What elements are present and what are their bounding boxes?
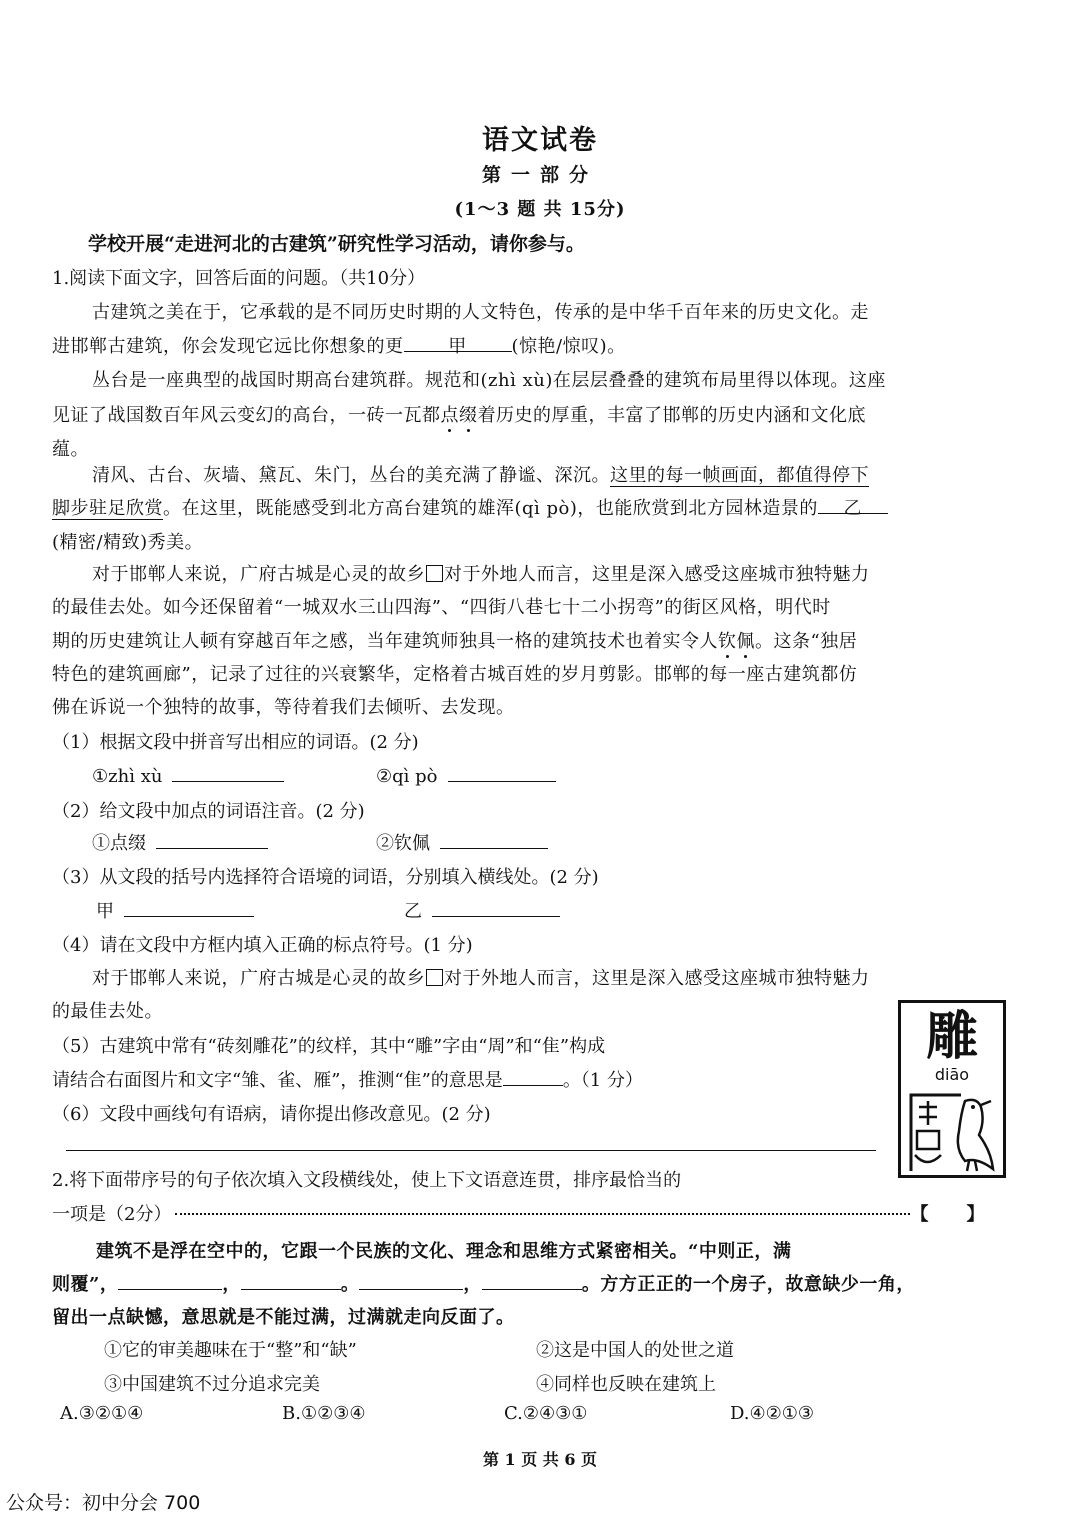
subq3-prompt: （3）从文段的括号内选择符合语境的词语，分别填入横线处。(2 分) bbox=[52, 867, 599, 888]
subq5-line2-text: 请结合右面图片和文字“雏、雀、雁”，推测“隹”的意思是 bbox=[52, 1070, 503, 1091]
q2-choice-a[interactable]: A.③②①④ bbox=[60, 1403, 144, 1424]
blank-yi: 乙 bbox=[818, 494, 888, 514]
dotted-char-dian: 点 bbox=[440, 405, 459, 426]
p4-line2: 的最佳去处。如今还保留着“一城双水三山四海”、“四街八巷七十二小拐弯”的街区风格，明代时 bbox=[52, 597, 831, 618]
figure-pinyin: diāo bbox=[934, 1065, 970, 1084]
q2-sep-3: ， bbox=[463, 1274, 482, 1295]
dotted-char-qin: 钦 bbox=[718, 631, 737, 652]
p4-line4: 特色的建筑画廊”，记录了过往的兴衰繁华，定格着古城百姓的岁月剪影。邯郸的每一座古建筑都仿 bbox=[52, 664, 858, 685]
q2-sep-1: ， bbox=[222, 1274, 241, 1295]
subq3-a-blank[interactable] bbox=[124, 897, 254, 917]
subq3-answers bbox=[96, 897, 254, 923]
p4-line3-rest: 。这条“独居 bbox=[755, 631, 858, 652]
p2-line3: 蕴。 bbox=[52, 439, 89, 460]
p3-line2 bbox=[52, 494, 888, 520]
ancient-bird-glyph-icon bbox=[907, 1091, 997, 1173]
q2-bracket-right: 】 bbox=[966, 1204, 985, 1225]
subq5-blank[interactable] bbox=[503, 1066, 563, 1086]
subq1-a-blank[interactable] bbox=[172, 762, 284, 782]
q2-sep-2: 。 bbox=[340, 1274, 360, 1295]
p1-line1: 古建筑之美在于，它承载的是不同历史时期的人文特色，传承的是中华千百年来的历史文化。走 bbox=[92, 302, 869, 323]
figure-character: 雕 bbox=[925, 1006, 978, 1067]
subq2-a-blank[interactable] bbox=[156, 829, 268, 849]
subq3-b-label: 乙 bbox=[404, 901, 422, 922]
q2-blank-4 bbox=[482, 1270, 582, 1290]
p1-line2-text: 进邯郸古建筑，你会发现它远比你想象的更 bbox=[52, 336, 404, 357]
subq4-line1-rest: 对于外地人而言，这里是深入感受这座城市独特魅力 bbox=[444, 968, 870, 989]
part-heading: 第一部分 bbox=[481, 164, 598, 186]
subq2-prompt: （2）给文段中加点的词语注音。(2 分) bbox=[52, 801, 365, 822]
subq6-prompt: （6）文段中画线句有语病，请你提出修改意见。(2 分) bbox=[52, 1104, 491, 1125]
q2-line1: 2.将下面带序号的句子依次填入文段横线处，使上下文语意连贯，排序最恰当的 bbox=[52, 1170, 682, 1191]
q2-blank-2 bbox=[241, 1270, 341, 1290]
q2-blank-1 bbox=[118, 1270, 222, 1290]
q2-passage-line1: 建筑不是浮在空中的，它跟一个民族的文化、理念和思维方式紧密相关。“中则正，满 bbox=[96, 1241, 792, 1262]
q2-passage-rest: 。方方正正的一个房子，故意缺少一角， bbox=[581, 1274, 915, 1295]
q2-score: 一项是（2分） bbox=[52, 1204, 172, 1225]
subq4-prompt: （4）请在文段中方框内填入正确的标点符号。(1 分) bbox=[52, 935, 473, 956]
punctuation-box bbox=[426, 565, 443, 582]
p4-line1-rest: 对于外地人而言，这里是深入感受这座城市独特魅力 bbox=[444, 564, 870, 585]
p3-line1-text: 清风、古台、灰墙、黛瓦、朱门，丛台的美充满了静谧、深沉。 bbox=[92, 465, 610, 486]
underlined-sentence-part2: 脚步驻足欣赏 bbox=[52, 498, 163, 519]
q2-option-1: ①它的审美趣味在于“整”和“缺” bbox=[104, 1340, 357, 1361]
q2-option-3: ③中国建筑不过分追求完美 bbox=[104, 1374, 320, 1395]
subq1-b-label: ②qì pò bbox=[376, 765, 438, 787]
dotted-char-zhui: 缀 bbox=[459, 405, 478, 426]
subq3-answers-b bbox=[404, 897, 560, 923]
subq3-b-blank[interactable] bbox=[432, 897, 560, 917]
q2-passage-text: 则覆”， bbox=[52, 1274, 119, 1295]
q2-passage-line3: 留出一点缺憾，意思就是不能过满，过满就走向反面了。 bbox=[52, 1307, 515, 1328]
subq1-a-label: ①zhì xù bbox=[92, 765, 163, 787]
blank-jia: 甲 bbox=[404, 332, 512, 352]
q1-heading: 1.阅读下面文字，回答后面的问题。（共10分） bbox=[52, 268, 426, 289]
p2-line1: 丛台是一座典型的战国时期高台建筑群。规范和(zhì xù)在层层叠叠的建筑布局里得以体现。这座 bbox=[92, 370, 886, 391]
q2-leader-dots bbox=[175, 1213, 910, 1215]
p2-line2 bbox=[52, 401, 866, 427]
page-number: 第 1 页 共 6 页 bbox=[482, 1450, 598, 1469]
subq2-answers-b bbox=[376, 829, 548, 855]
subq2-answers bbox=[92, 829, 268, 855]
p2-line2-text: 见证了战国数百年风云变幻的高台，一砖一瓦都 bbox=[52, 405, 441, 426]
subq2-b-label: ②钦佩 bbox=[376, 833, 430, 854]
subq5-line2-score: 。（1 分） bbox=[562, 1070, 643, 1091]
diao-character-figure bbox=[898, 1000, 1006, 1178]
subq2-b-blank[interactable] bbox=[440, 829, 548, 849]
page-title: 语文试卷 bbox=[482, 125, 598, 156]
p4-line3 bbox=[52, 627, 857, 653]
subq3-a-label: 甲 bbox=[96, 901, 114, 922]
q2-option-4: ④同样也反映在建筑上 bbox=[536, 1374, 716, 1395]
p1-line2 bbox=[52, 332, 626, 358]
p3-line3: (精密/精致)秀美。 bbox=[52, 532, 204, 553]
p3-line2-text: 。在这里，既能感受到北方高台建筑的雄浑(qì pò)，也能欣赏到北方园林造景的 bbox=[163, 498, 818, 519]
q2-option-2: ②这是中国人的处世之道 bbox=[536, 1340, 734, 1361]
subq5-line2 bbox=[52, 1066, 643, 1092]
subq2-a-label: ①点缀 bbox=[92, 833, 146, 854]
q2-passage-line2 bbox=[52, 1270, 915, 1296]
watermark-text: 公众号：初中分会 700 bbox=[6, 1492, 201, 1514]
subq5-line1: （5）古建筑中常有“砖刻雕花”的纹样，其中“雕”字由“周”和“隹”构成 bbox=[52, 1036, 606, 1057]
p2-line2-rest: 着历史的厚重，丰富了邯郸的历史内涵和文化底 bbox=[477, 405, 866, 426]
subq1-prompt: （1）根据文段中拼音写出相应的词语。(2 分) bbox=[52, 732, 419, 753]
punctuation-box-answer[interactable] bbox=[426, 969, 443, 986]
p4-line3-text: 期的历史建筑让人顿有穿越百年之感，当年建筑师独具一格的建筑技术也着实令人 bbox=[52, 631, 718, 652]
p3-line1 bbox=[92, 461, 869, 487]
p4-line1-text: 对于邯郸人来说，广府古城是心灵的故乡 bbox=[92, 564, 425, 585]
q2-choice-d[interactable]: D.④②①③ bbox=[730, 1403, 815, 1424]
q2-line2 bbox=[52, 1200, 984, 1226]
p4-line1 bbox=[92, 560, 870, 586]
q2-bracket-left: 【 bbox=[910, 1204, 929, 1225]
underlined-sentence-part1: 这里的每一帧画面，都值得停下 bbox=[610, 465, 869, 486]
p4-line5: 佛在诉说一个独特的故事，等待着我们去倾听、去发现。 bbox=[52, 697, 515, 718]
subq1-answers-b bbox=[376, 762, 556, 787]
question-range: (1～3 题 共 15分) bbox=[454, 199, 626, 220]
subq4-line1 bbox=[92, 964, 870, 990]
dotted-char-pei: 佩 bbox=[736, 631, 755, 652]
subq1-b-blank[interactable] bbox=[448, 762, 556, 782]
q2-choice-c[interactable]: C.②④③① bbox=[504, 1403, 588, 1424]
subq4-line2: 的最佳去处。 bbox=[52, 1001, 163, 1022]
activity-intro: 学校开展“走进河北的古建筑”研究性学习活动，请你参与。 bbox=[88, 233, 585, 255]
q2-choice-b[interactable]: B.①②③④ bbox=[282, 1403, 366, 1424]
subq4-line1-text: 对于邯郸人来说，广府古城是心灵的故乡 bbox=[92, 968, 425, 989]
subq6-answer-line[interactable] bbox=[66, 1150, 876, 1151]
q2-blank-3 bbox=[359, 1270, 463, 1290]
p1-line2-options: (惊艳/惊叹)。 bbox=[511, 336, 626, 357]
subq1-answers bbox=[92, 762, 284, 787]
